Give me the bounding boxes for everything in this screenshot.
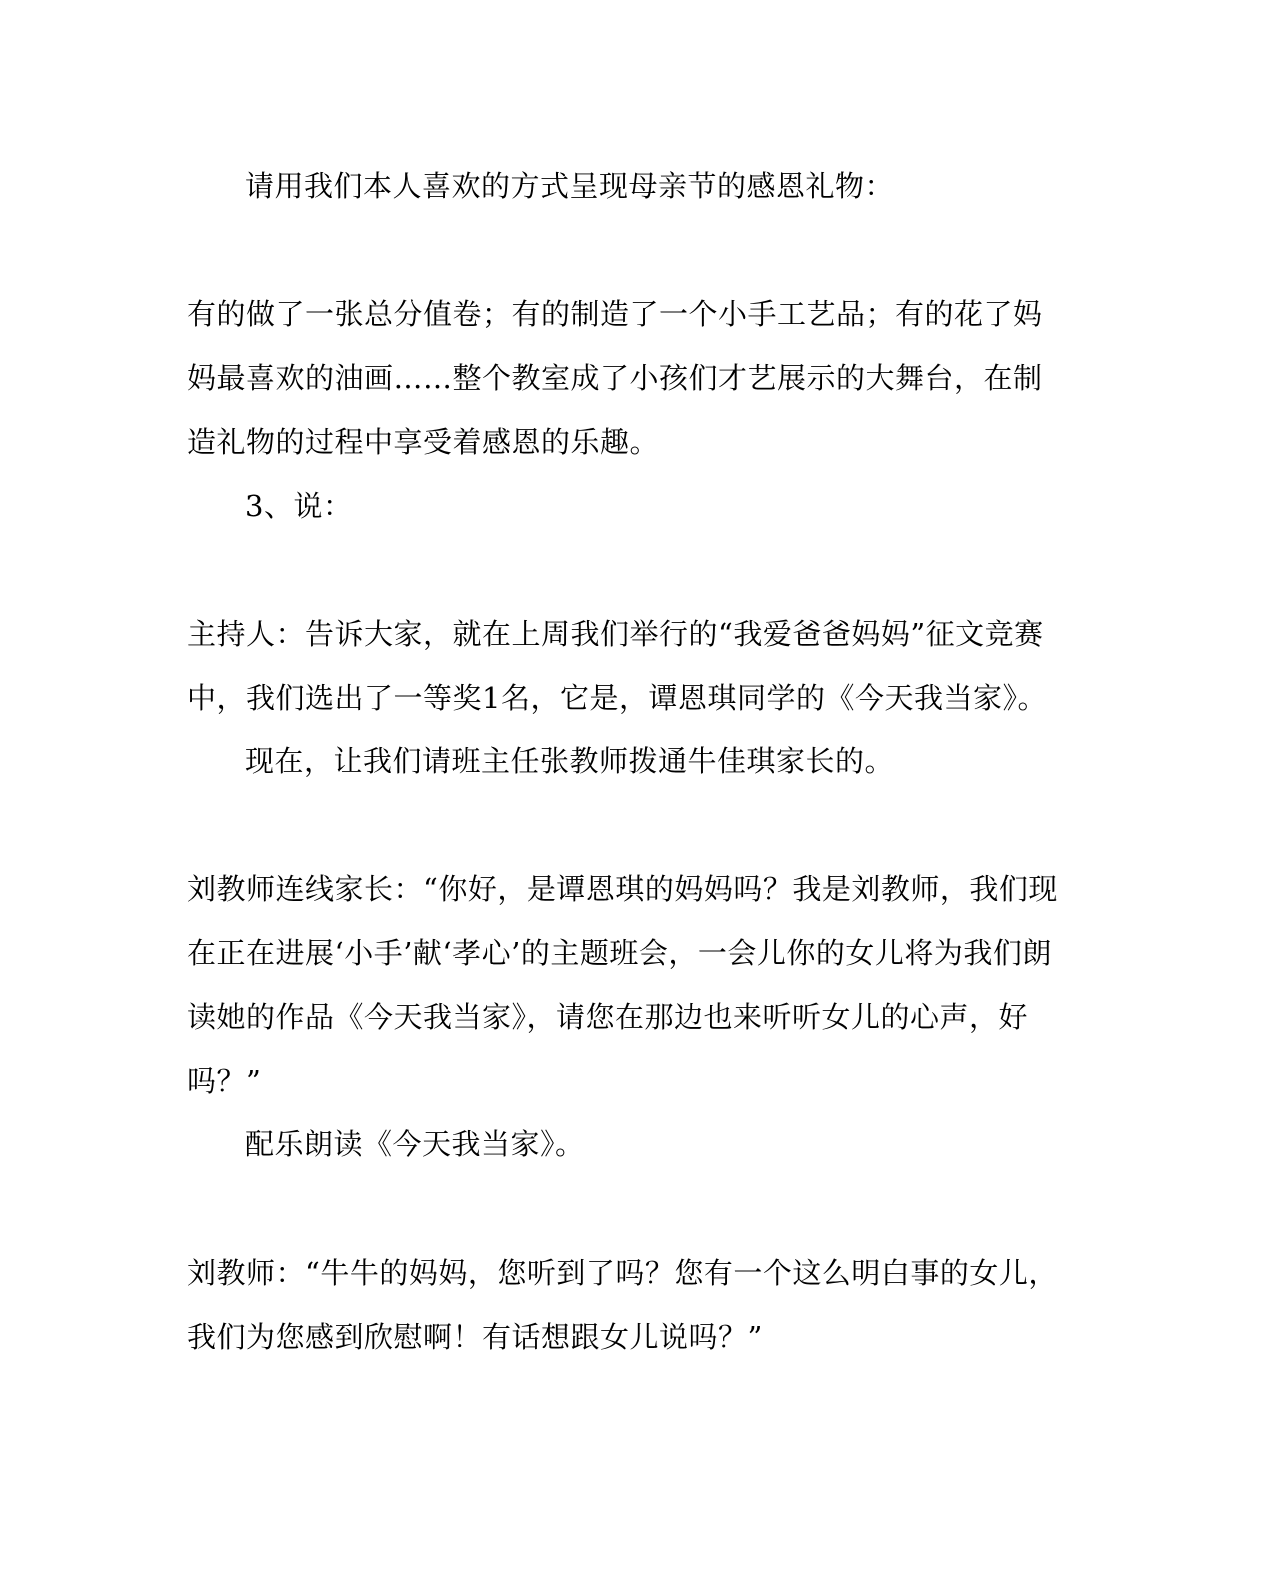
paragraph-gifts: 有的做了一张总分值卷；有的制造了一个小手工艺品；有的花了妈妈最喜欢的油画……整个教室成了小孩们才艺展示的大舞台，在制造礼物的过程中享受着感恩的乐趣。 [187, 297, 1043, 459]
paragraph-call-parent: 现在，让我们请班主任张教师拨通牛佳琪家长的。 [245, 744, 895, 778]
paragraph-gift-intro: 请用我们本人喜欢的方式呈现母亲节的感恩礼物： [245, 169, 895, 203]
paragraph-teacher-mother: 刘教师：“牛牛的妈妈，您听到了吗？您有一个这么明白事的女儿，我们为您感到欣慰啊！有话想跟女儿说吗？” [187, 1256, 1058, 1354]
paragraph-section-say: 3、说： [245, 489, 353, 523]
paragraph-reading: 配乐朗读《今天我当家》。 [245, 1127, 585, 1161]
paragraph-host: 主持人：告诉大家，就在上周我们举行的“我爱爸爸妈妈”征文竞赛中，我们选出了一等奖1名，它是，谭恩琪同学的《今天我当家》。 [187, 617, 1047, 715]
paragraph-teacher-call: 刘教师连线家长：“你好，是谭恩琪的妈妈吗？我是刘教师，我们现在正在进展‘小手’献‘孝心’的主题班会，一会儿你的女儿将为我们朗读她的作品《今天我当家》，请您在那边也来听听女儿的心声，好吗？” [187, 872, 1058, 1098]
